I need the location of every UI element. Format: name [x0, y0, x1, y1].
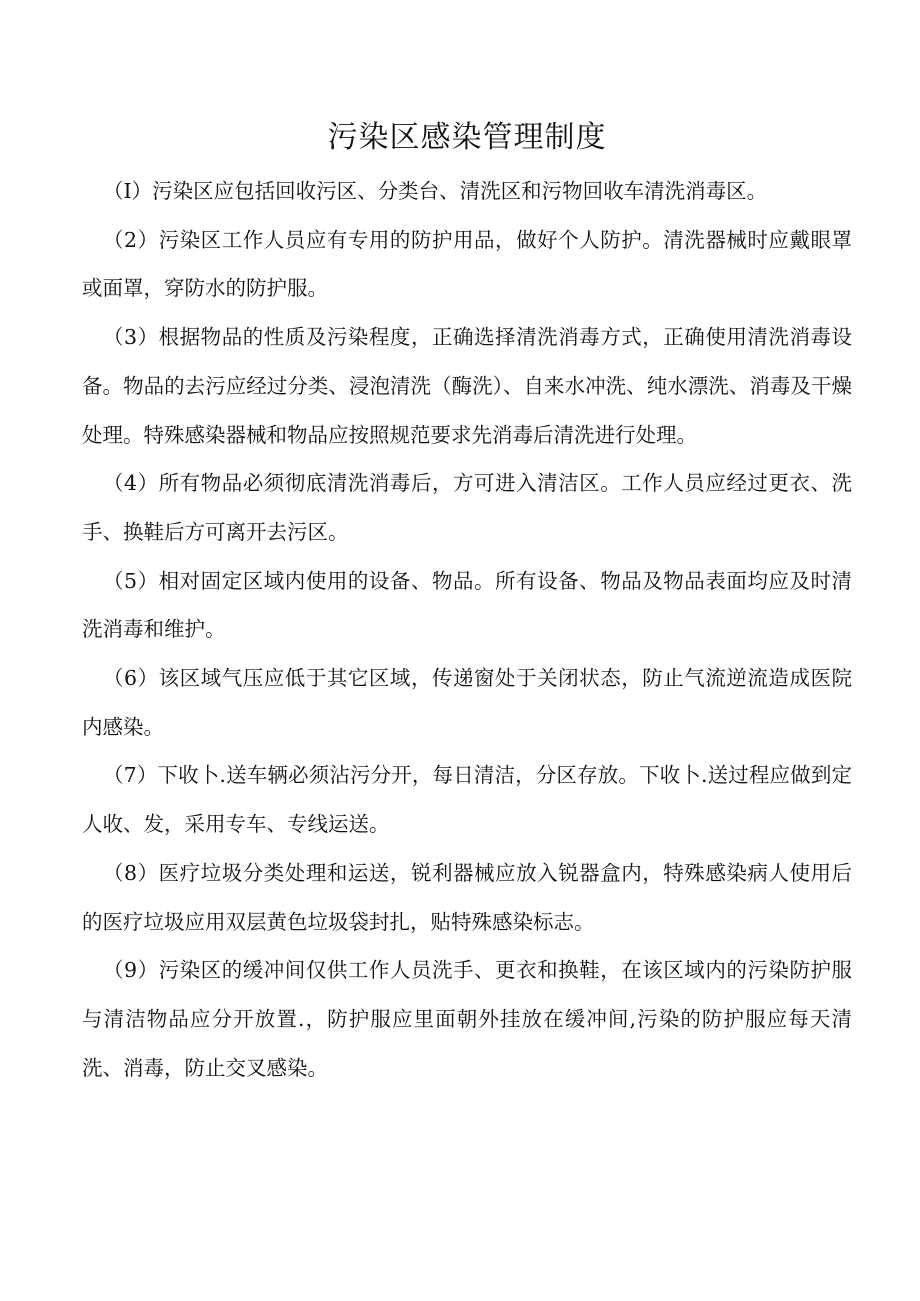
paragraph-4: （4）所有物品必须彻底清洗消毒后，方可进入清洁区。工作人员应经过更衣、洗手、换鞋后方可离开去污区。	[82, 471, 852, 544]
paragraph-3: （3）根据物品的性质及污染程度，正确选择清洗消毒方式，正确使用清洗消毒设备。物品的去污应经过分类、浸泡清洗（酶洗）、自来水冲洗、纯水漂洗、消毒及干燥处理。特殊感染器械和物品应按照规范要求先消毒后清洗进行处理。	[82, 325, 852, 447]
paragraph-5: （5）相对固定区域内使用的设备、物品。所有设备、物品及物品表面均应及时清洗消毒和维护。	[82, 568, 852, 642]
document-title: 污染区感染管理制度	[327, 120, 607, 155]
paragraph-7: （7）下收卜.送车辆必须沾污分开，每日清洁，分区存放。下收卜.送过程应做到定人收、发，采用专车、专线运送。	[82, 763, 852, 837]
paragraph-2: （2）污染区工作人员应有专用的防护用品，做好个人防护。清洗器械时应戴眼罩或面罩，穿防水的防护服。	[82, 227, 852, 301]
paragraph-9: （9）污染区的缓冲间仅供工作人员洗手、更衣和换鞋，在该区域内的污染防护服与清洁物品应分开放置.，防护服应里面朝外挂放在缓冲间,污染的防护服应每天清洗、消毒，防止交叉感染。	[82, 958, 852, 1080]
paragraph-8: （8）医疗垃圾分类处理和运送，锐利器械应放入锐器盒内，特殊感染病人使用后的医疗垃圾应用双层黄色垃圾袋封扎，贴特殊感染标志。	[82, 860, 852, 934]
paragraph-6: （6）该区域气压应低于其它区域，传递窗处于关闭状态，防止气流逆流造成医院内感染。	[82, 666, 852, 739]
paragraph-1: （I）污染区应包括回收污区、分类台、清洗区和污物回收车清洗消毒区。	[103, 179, 768, 203]
